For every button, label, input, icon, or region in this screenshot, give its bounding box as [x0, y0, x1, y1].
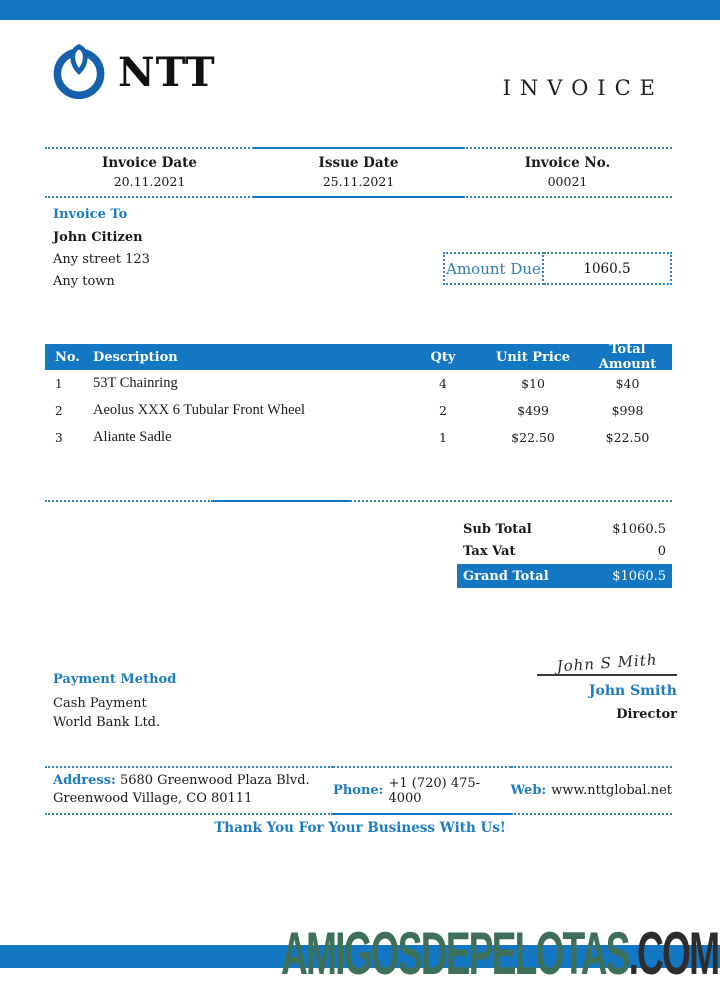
header-no: No.: [55, 349, 80, 365]
header-qty: Qty: [430, 349, 456, 365]
address-value-line2: Greenwood Village, CO 80111: [53, 791, 253, 806]
table-header-row: [45, 344, 672, 370]
invoice-meta-table: [45, 147, 672, 198]
meta-label: Invoice Date: [102, 155, 197, 171]
signatory-block: [537, 650, 677, 722]
table-bottom-divider: [45, 500, 213, 502]
header-total-amount: Total Amount: [598, 342, 657, 372]
payment-method-heading: Payment Method: [53, 672, 177, 687]
cell-total: $998: [611, 403, 644, 418]
web-value: www.nttglobal.net: [551, 783, 672, 798]
ntt-circle-logo-icon: [52, 40, 106, 106]
meta-invoice-date: [45, 147, 254, 198]
cell-description: 53T Chainring: [93, 375, 178, 391]
payment-bank: World Bank Ltd.: [53, 715, 161, 730]
amount-due-box: [443, 252, 672, 285]
table-bottom-divider: [350, 500, 672, 502]
cell-qty: 2: [439, 403, 447, 418]
subtotal-value: $1060.5: [612, 521, 666, 537]
watermark-tld: .COM: [628, 920, 718, 987]
subtotal-label: Sub Total: [463, 521, 532, 537]
grand-total-value: $1060.5: [612, 568, 666, 584]
brand-wordmark: NTT: [118, 49, 216, 96]
bill-to-heading: Invoice To: [53, 207, 128, 222]
cell-description: Aeolus XXX 6 Tubular Front Wheel: [93, 402, 305, 418]
header-description: Description: [93, 349, 178, 365]
table-row: [45, 424, 672, 451]
top-accent-bar: [0, 0, 720, 20]
cell-no: 2: [55, 403, 63, 418]
cell-total: $22.50: [605, 430, 650, 445]
footer-web: [511, 766, 672, 815]
header-unit-price: Unit Price: [495, 349, 570, 365]
tax-value: 0: [657, 543, 666, 559]
amount-due-value: 1060.5: [544, 252, 672, 285]
cell-qty: 1: [439, 430, 447, 445]
cell-no: 1: [55, 376, 63, 391]
grand-total-label: Grand Total: [463, 568, 549, 584]
meta-label: Invoice No.: [524, 155, 611, 171]
contact-footer: [45, 766, 672, 815]
web-label: Web:: [510, 783, 547, 798]
meta-value: 20.11.2021: [113, 174, 186, 189]
meta-invoice-number: [463, 147, 672, 198]
cell-total: $40: [615, 376, 640, 391]
customer-name: John Citizen: [53, 230, 143, 245]
amount-due-label: Amount Due: [443, 252, 544, 285]
totals-block: [457, 518, 672, 588]
signatory-title: Director: [616, 707, 677, 722]
address-label: Address:: [53, 773, 116, 788]
page-title: INVOICE: [502, 76, 664, 100]
line-items-table: [45, 344, 672, 451]
tax-row: [457, 540, 672, 562]
phone-label: Phone:: [333, 783, 384, 798]
table-row: [45, 397, 672, 424]
meta-label: Issue Date: [318, 155, 399, 171]
meta-value: 00021: [547, 174, 588, 189]
grand-total-row: [457, 564, 672, 588]
ntt-logo: [52, 40, 216, 106]
payment-method-value: Cash Payment: [53, 696, 147, 711]
site-watermark: [280, 920, 718, 987]
address-value-line1: 5680 Greenwood Plaza Blvd.: [119, 773, 310, 788]
signatory-name: John Smith: [588, 683, 677, 699]
customer-address-line1: Any street 123: [53, 252, 150, 267]
footer-phone: [333, 766, 510, 815]
phone-value: +1 (720) 475-4000: [388, 775, 481, 806]
footer-address-line1: [53, 772, 333, 790]
table-bottom-divider: [213, 500, 350, 502]
payment-method-block: [53, 670, 176, 732]
signature-scribble: John S Mith: [555, 650, 659, 676]
footer-address: [45, 766, 333, 815]
table-row: [45, 370, 672, 397]
watermark-name: AMIGOSDEPELOTAS: [280, 920, 629, 987]
cell-unit-price: $10: [521, 376, 545, 391]
meta-issue-date: [254, 147, 463, 198]
cell-description: Aliante Sadle: [93, 429, 172, 445]
bill-to-block: [53, 206, 150, 295]
customer-address-line2: Any town: [53, 274, 115, 289]
cell-qty: 4: [439, 376, 447, 391]
subtotal-row: [457, 518, 672, 540]
cell-unit-price: $22.50: [511, 430, 555, 445]
tax-label: Tax Vat: [463, 543, 516, 559]
meta-value: 25.11.2021: [322, 174, 395, 189]
cell-no: 3: [55, 430, 63, 445]
thank-you-message: Thank You For Your Business With Us!: [214, 820, 506, 836]
cell-unit-price: $499: [517, 403, 549, 418]
